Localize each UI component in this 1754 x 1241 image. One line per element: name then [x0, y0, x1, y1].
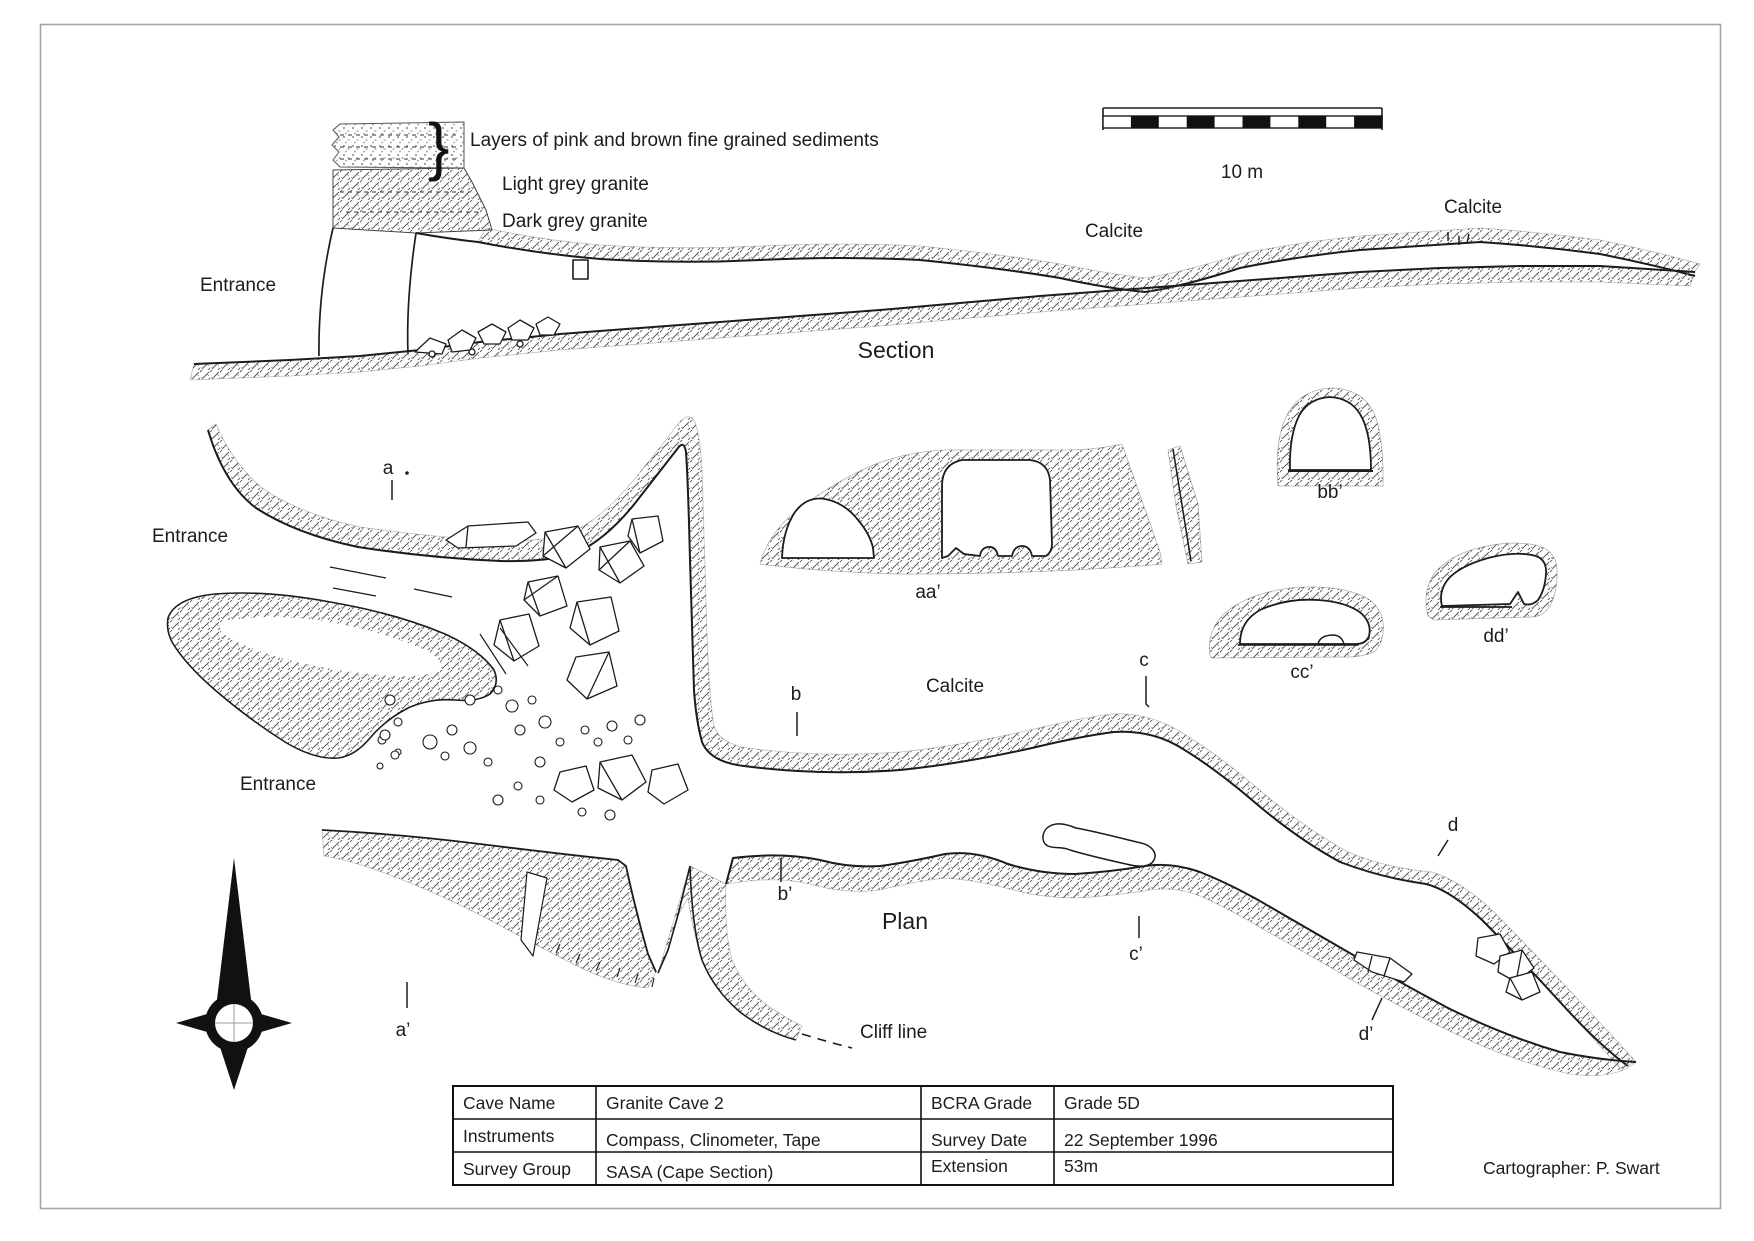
cartographer-credit: Cartographer: P. Swart	[1483, 1158, 1660, 1178]
sediments-label: Layers of pink and brown fine grained sediments	[470, 130, 879, 151]
section-view	[190, 110, 1700, 380]
table-cell: Instruments	[463, 1126, 555, 1146]
dark-granite-label: Dark grey granite	[502, 211, 648, 232]
plan-entrance-upper-label: Entrance	[152, 526, 229, 547]
table-cell: Cave Name	[463, 1093, 556, 1113]
sediment-brace: }	[428, 110, 450, 182]
bb-label: bb’	[1317, 482, 1343, 503]
entrance-pillar-left	[319, 228, 333, 356]
section-entrance-label: Entrance	[200, 275, 277, 296]
table-cell: Compass, Clinometer, Tape	[606, 1130, 821, 1150]
plan-south-left-mass	[322, 830, 656, 988]
table-cell: Granite Cave 2	[606, 1093, 724, 1113]
granite-block-shape	[333, 168, 492, 233]
scale-bar	[1103, 108, 1382, 183]
cross-sections	[760, 388, 1557, 683]
light-granite-label: Light grey granite	[502, 174, 649, 195]
marker-d-prime: d’	[1358, 1024, 1374, 1045]
table-outline	[453, 1086, 1393, 1185]
marker-b: b	[790, 684, 802, 705]
north-arrow	[176, 858, 292, 1090]
plan-title: Plan	[881, 908, 929, 934]
aa-sliver	[1168, 446, 1202, 564]
entrance-pillar-right	[408, 233, 416, 354]
marker-a: a	[382, 458, 394, 479]
marker-d: d	[1447, 815, 1459, 836]
marker-a-prime: a’	[395, 1020, 411, 1041]
table-cell: 53m	[1064, 1156, 1099, 1176]
table-cell: SASA (Cape Section)	[606, 1162, 774, 1182]
section-title: Section	[857, 337, 935, 363]
marker-a-dot	[405, 471, 409, 475]
table-cell: Survey Group	[463, 1159, 571, 1179]
ceiling-notch	[573, 260, 588, 279]
marker-c: c	[1139, 650, 1149, 671]
plan-island	[168, 593, 497, 758]
aa-right-opening	[942, 460, 1052, 558]
aa-label: aa’	[915, 582, 941, 603]
scale-bar-label: 10 m	[1220, 162, 1264, 183]
table-cell: Extension	[931, 1156, 1008, 1176]
section-calcite-right-label: Calcite	[1443, 197, 1503, 218]
section-floor-band	[190, 266, 1695, 380]
pebble-field	[377, 686, 645, 820]
table-cell: Grade 5D	[1064, 1093, 1140, 1113]
plan-entrance-lower-label: Entrance	[240, 774, 317, 795]
marker-b-prime: b’	[777, 884, 793, 905]
table-cell: Survey Date	[931, 1130, 1028, 1150]
table-cell: BCRA Grade	[931, 1093, 1033, 1113]
survey-table	[453, 1086, 1393, 1185]
plan-calcite-label: Calcite	[925, 676, 985, 697]
marker-c-prime: c’	[1129, 944, 1143, 965]
cc-label: cc’	[1290, 662, 1314, 683]
north-spike	[216, 858, 252, 1008]
cliff-line-label: Cliff line	[860, 1022, 928, 1043]
dd-label: dd’	[1483, 626, 1509, 647]
bone-shape	[1043, 824, 1155, 866]
cliff-line-dashed	[802, 1034, 852, 1048]
section-calcite-left-label: Calcite	[1084, 221, 1144, 242]
table-cell: 22 September 1996	[1064, 1130, 1218, 1150]
